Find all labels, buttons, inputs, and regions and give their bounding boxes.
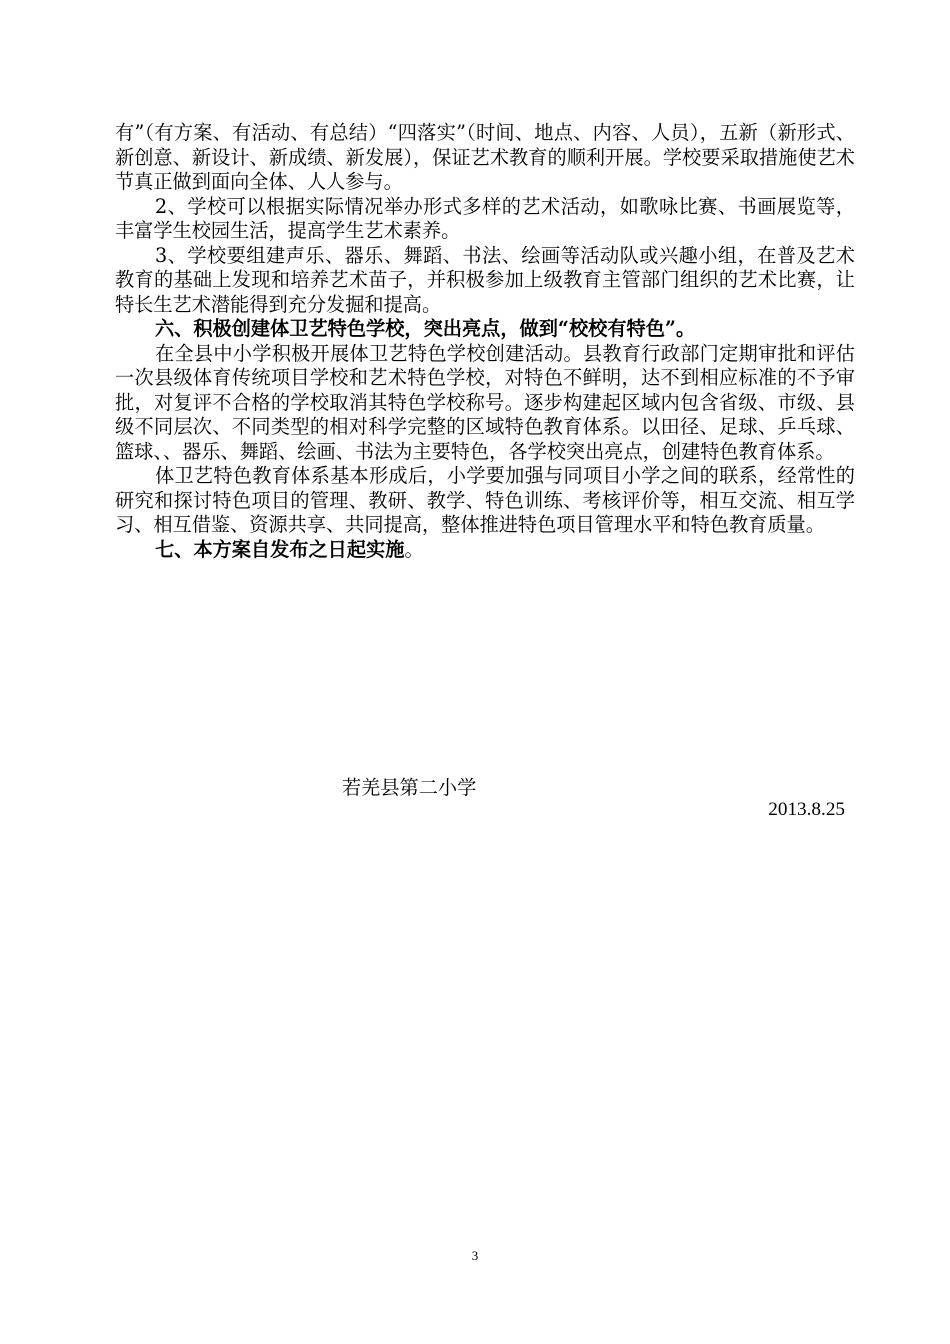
document-body <box>115 121 855 562</box>
page-number: 3 <box>471 1248 479 1263</box>
section-heading-seven <box>115 538 855 563</box>
paragraph-art-festival: 有”（有方案、有活动、有总结）“四落实”（时间、地点、内容、人员），五新（新形式、新创意、新设计、新成绩、新发展），保证艺术教育的顺利开展。学校要采取措施使艺术节真正做到面向全体、人人参与。 <box>115 121 855 193</box>
paragraph-special-schools: 在全县中小学积极开展体卫艺特色学校创建活动。县教育行政部门定期审批和评估一次县级体育传统项目学校和艺术特色学校，对特色不鲜明，达不到相应标准的不予审批，对复评不合格的学校取消其特色学校称号。逐步构建起区域内包含省级、市级、县级不同层次、不同类型的相对科学完整的区域特色教育体系。以田径、足球、乒乓球、篮球、、器乐、舞蹈、绘画、书法为主要特色，各学校突出亮点，创建特色教育体系。 <box>115 341 855 463</box>
paragraph-art-groups: 3、学校要组建声乐、器乐、舞蹈、书法、绘画等活动队或兴趣小组，在普及艺术教育的基础上发现和培养艺术苗子，并积极参加上级教育主管部门组织的艺术比赛，让特长生艺术潜能得到充分发掘和提高。 <box>115 243 855 316</box>
signature-date: 2013.8.25 <box>768 799 845 820</box>
paragraph-art-activities: 2、学校可以根据实际情况举办形式多样的艺术活动，如歌咏比赛、书画展览等，丰富学生校园生活，提高学生艺术素养。 <box>115 194 855 242</box>
signature-school: 若羌县第二小学 <box>342 776 477 799</box>
section-seven-period: 。 <box>404 537 424 561</box>
section-seven-bold-text: 七、本方案自发布之日起实施 <box>155 537 405 561</box>
paragraph-special-system: 体卫艺特色教育体系基本形成后，小学要加强与同项目小学之间的联系，经常性的研究和探讨特色项目的管理、教研、教学、特色训练、考核评价等，相互交流、相互学习、相互借鉴、资源共享、共同提高，整体推进特色项目管理水平和特色教育质量。 <box>115 464 855 536</box>
section-heading-six: 六、积极创建体卫艺特色学校，突出亮点，做到“校校有特色”。 <box>155 317 696 340</box>
